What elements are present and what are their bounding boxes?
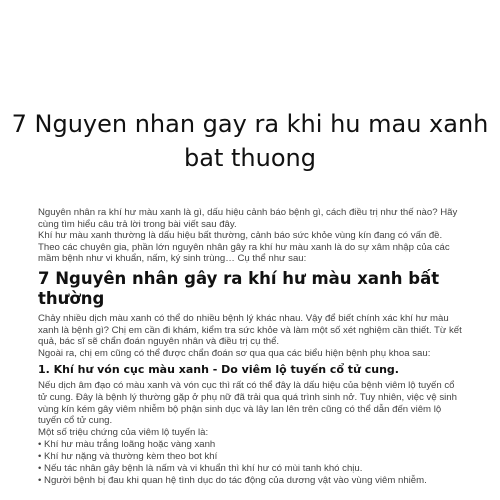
intro-paragraph-1: Nguyên nhân ra khí hư màu xanh là gì, dấu hiệu cảnh báo bệnh gì, cách điều trị như thế nào? Hãy cùng tìm hiểu câu trả lời trong bài viết sau đây. (38, 207, 458, 230)
list-item: • Nếu tác nhân gây bệnh là nấm và vi khuẩn thì khí hư có mùi tanh khó chịu. (38, 463, 363, 475)
section-paragraph-2: Ngoài ra, chị em cũng có thể được chẩn đoán sơ qua qua các biểu hiện bệnh phụ khoa sau: (38, 347, 431, 359)
article-body (38, 207, 466, 487)
subsection-heading: 1. Khí hư vón cục màu xanh - Do viêm lộ tuyến cổ tử cung. (38, 363, 399, 377)
list-item: • Khí hư nặng và thường kèm theo bot khí (38, 451, 218, 463)
intro-paragraph-2: Khí hư màu xanh thường là dấu hiệu bất thường, cảnh báo sức khỏe vùng kín đang có vấn đề. Theo các chuyên gia, phần lớn nguyên nhân gây ra khí hư màu xanh là do sự xâm nhập của các mầm bệnh như vi khuẩn, nấm, ký sinh trùng… Cụ thể như sau: (38, 230, 450, 265)
list-item: • Khí hư màu trắng loãng hoặc vàng xanh (38, 439, 216, 451)
section-heading: 7 Nguyên nhân gây ra khí hư màu xanh bất thường (38, 268, 440, 308)
section-paragraph-1: Chảy nhiều dịch màu xanh có thể do nhiều bệnh lý khác nhau. Vậy để biết chính xác khí hư màu xanh là bệnh gì? Chị em cần đi khám, kiểm tra sức khỏe và làm một số xét nghiệm cần thiết. Từ kết quả, bác sĩ sẽ chẩn đoán nguyên nhân và điều trị cụ thể. (38, 312, 462, 348)
subsection-paragraph-1: Nếu dịch âm đạo có màu xanh và vón cục thì rất có thể đây là dấu hiệu của bệnh viêm lộ tuyến cổ tử cung. Đây là bệnh lý thường gặp ở phụ nữ đã trải qua quá trình sinh nở. Tuy nhiên, việc vệ sinh vùng kín kém gây viêm nhiễm bộ phận sinh dục và lây lan lên trên cũng có thể dẫn đến viêm lộ tuyến cổ tử cung. (38, 380, 457, 427)
list-item: • Người bệnh bị đau khi quan hệ tình dục do tác động của dương vật vào vùng viêm nhiễm. (38, 475, 427, 487)
symptom-list (38, 439, 466, 487)
page-title: 7 Nguyen nhan gay ra khi hu mau xanh bat thuong (11, 110, 489, 172)
subsection-paragraph-2: Một số triệu chứng của viêm lộ tuyến là: (38, 426, 209, 438)
